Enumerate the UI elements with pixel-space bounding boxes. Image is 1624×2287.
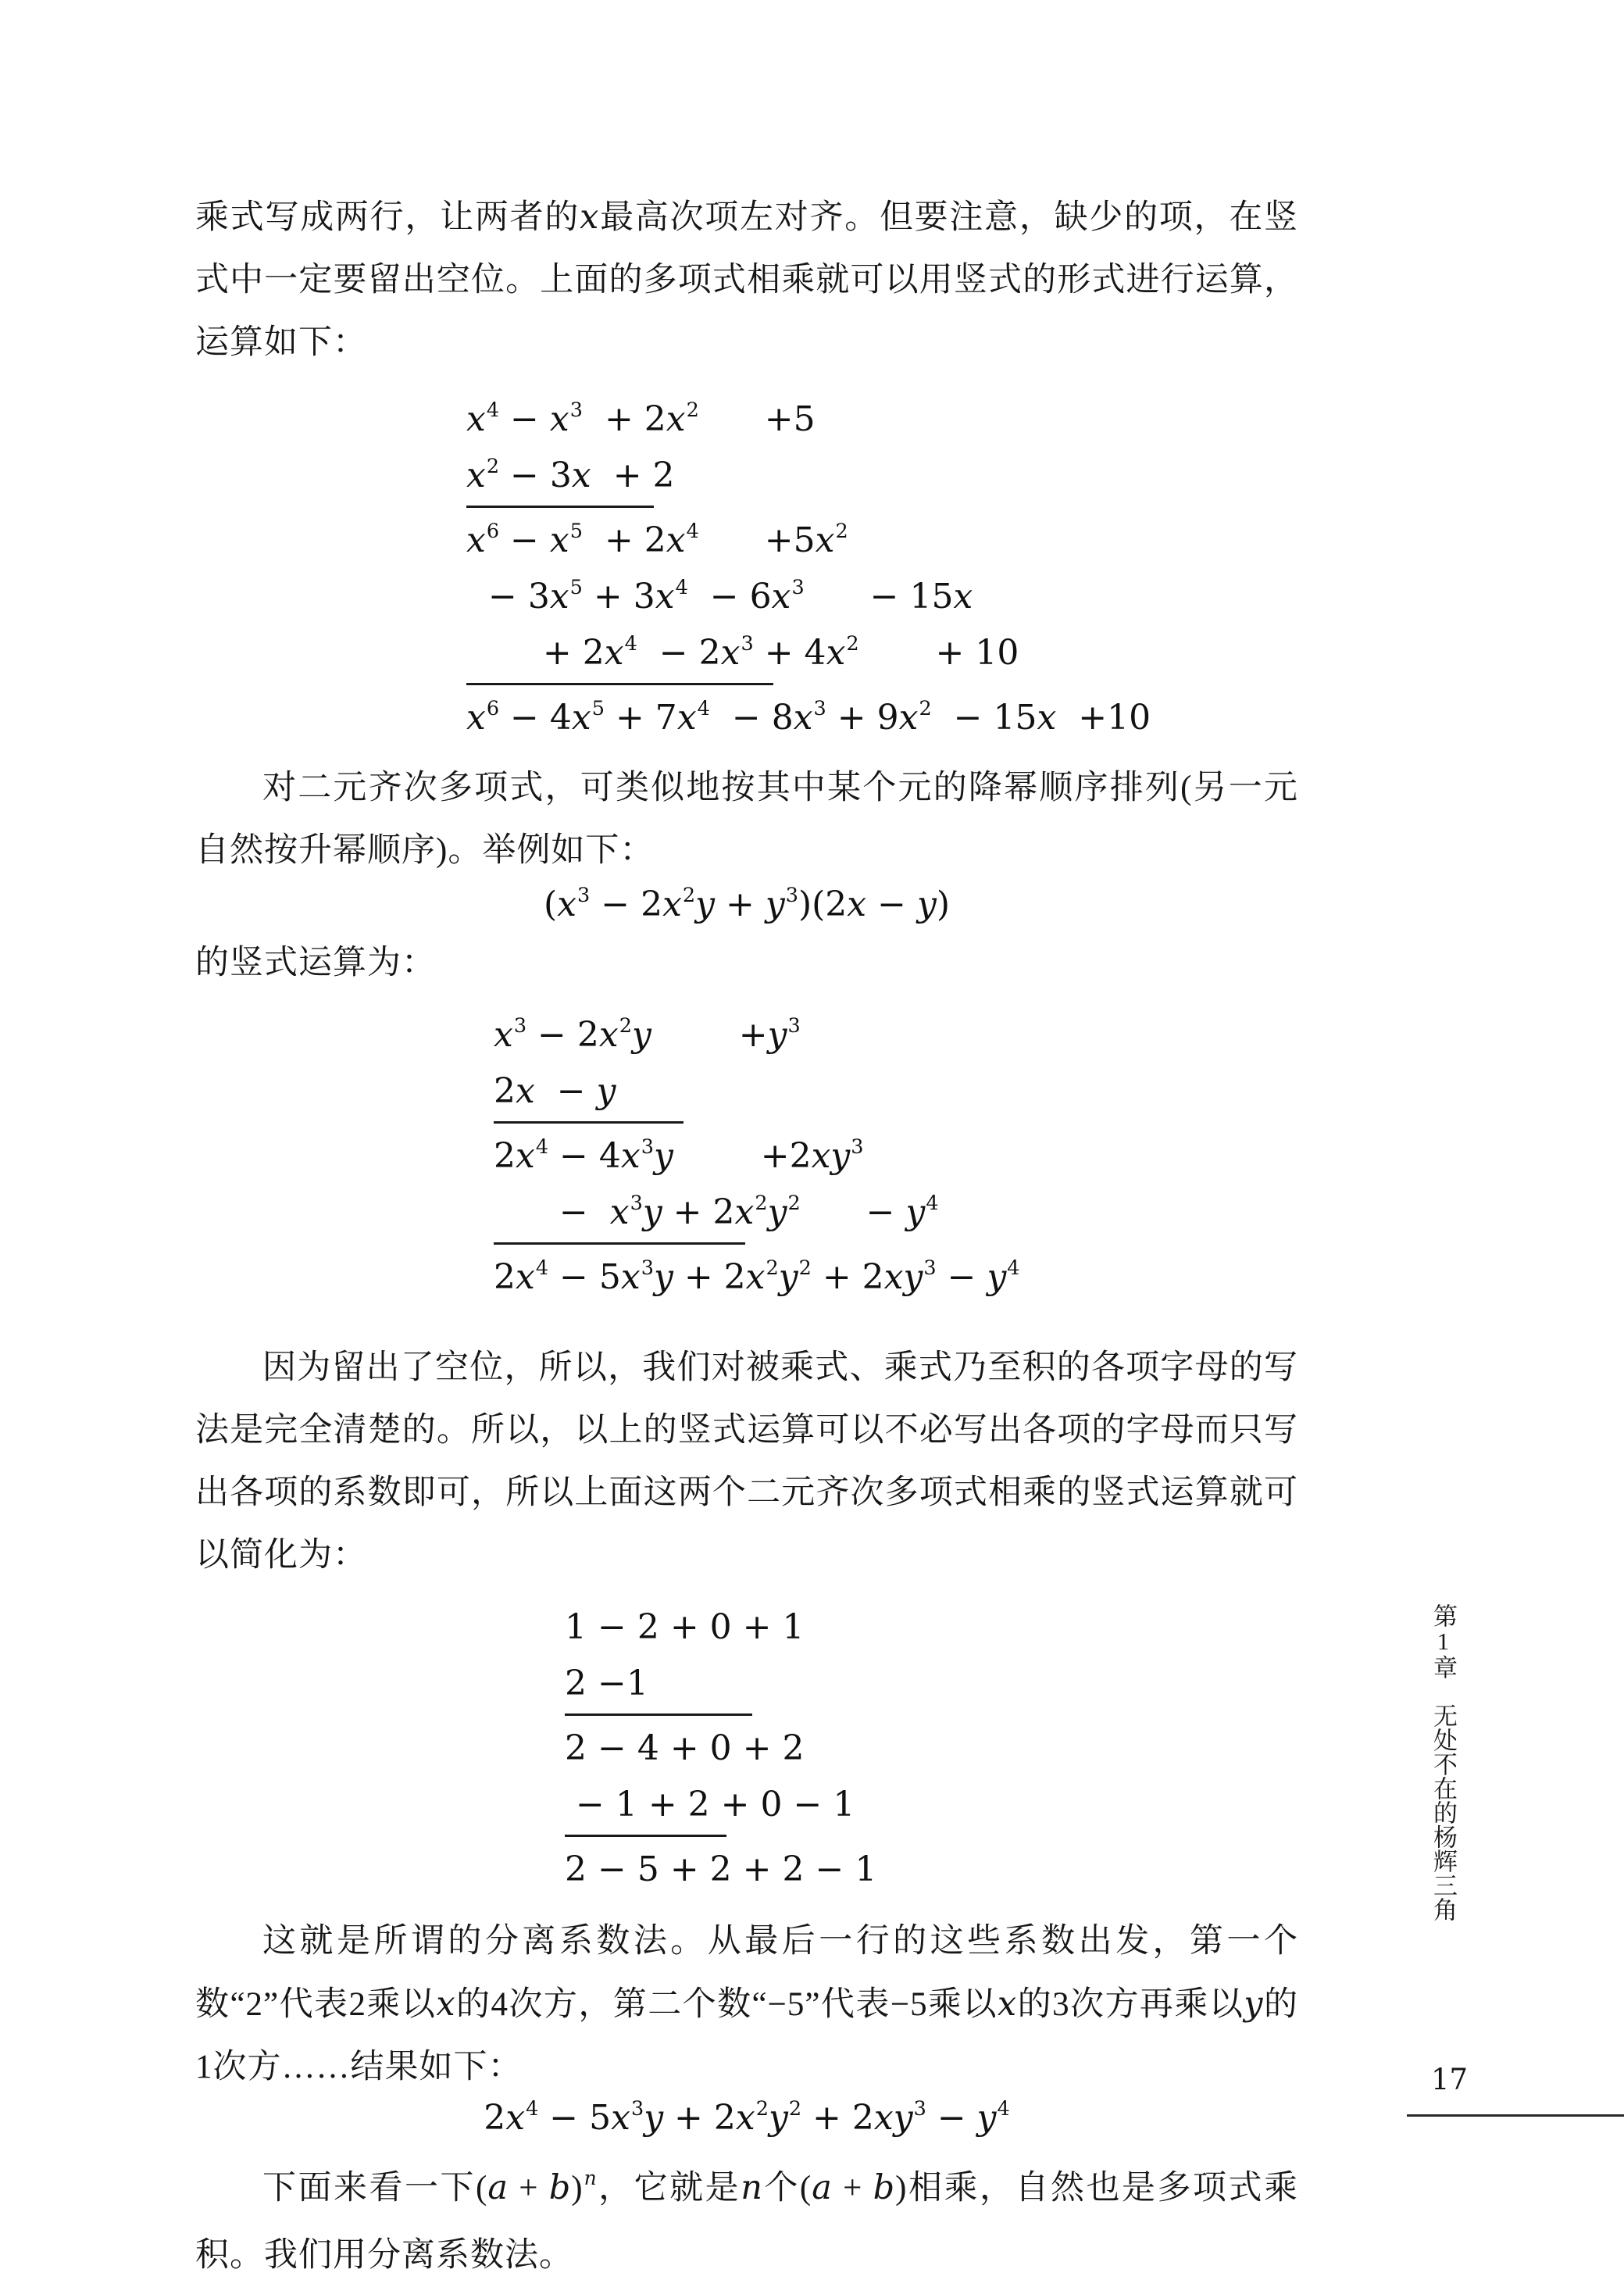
math-line: − $x^3y + 2x^2y^2$ − $y^4$: [494, 1191, 939, 1232]
paragraph-continuation: 的竖式运算为：: [195, 945, 436, 981]
math-line-result: 2 − 5 + 2 + 2 − 1: [565, 1849, 877, 1889]
vertical-multiplication-poly-x: [466, 391, 1298, 746]
math-line: 2 −1: [565, 1663, 648, 1703]
math-line-result: $x^6 - 4x^5 + 7x^4 - 8x^3 + 9x^2 - 15x +10$: [466, 696, 1151, 738]
multiplication-rule: [494, 1121, 684, 1124]
math-line: $x^4 - x^3 + 2x^2$ +5: [466, 398, 816, 439]
paragraph-blank-columns: 因为留出了空位，所以，我们对被乘式、乘式乃至积的各项字母的写法是完全清楚的。所以，以上的竖式运算可以不必写出各项的字母而只写出各项的系数即可，所以上面这两个二元齐次多项式相乘的竖式运算就可以简化为：: [195, 1349, 1298, 1574]
math-line: $x^2 - 3x + 2$: [466, 454, 675, 495]
coefficient-only-computation: [565, 1599, 1298, 1898]
math-line: 2 − 4 + 0 + 2: [565, 1728, 805, 1768]
addition-rule: [466, 683, 773, 685]
addition-rule: [565, 1835, 726, 1837]
footer-rule: [1407, 2114, 1624, 2117]
page-content: [195, 0, 1298, 2287]
multiplication-rule: [565, 1713, 752, 1716]
multiplication-rule: [466, 506, 654, 508]
math-line: 1 − 2 + 0 + 1: [565, 1607, 805, 1647]
math-line: 2x − y: [494, 1071, 616, 1111]
math-line: − $3x^5 + 3x^4 - 6x^3$ − 15x: [466, 575, 973, 616]
math-line: $x^6 - x^5 + 2x^4$ $+5x^2$: [466, 519, 848, 560]
paragraph-intro: 乘式写成两行，让两者的x最高次项左对齐。但要注意，缺少的项，在竖式中一定要留出空位。上面的多项式相乘就可以用竖式的形式进行运算，运算如下：: [195, 198, 1299, 361]
math-line: $x^3 - 2x^2y$ $+y^3$: [494, 1013, 801, 1055]
math-line-result: $2x^4 - 5x^3y + 2x^2y^2 + 2xy^3 - y^4$: [494, 1256, 1020, 1297]
addition-rule: [494, 1242, 745, 1245]
math-line: $2x^4 - 4x^3y$ $+2xy^3$: [494, 1135, 864, 1176]
paragraph-bivariate: 对二元齐次多项式，可类似地按其中某个元的降幂顺序排列(另一元自然按升幂顺序)。举例如下：: [195, 770, 1298, 869]
formula-binomial-product: $(x^3 - 2x^2y + y^3)(2x - y)$: [544, 883, 950, 924]
paragraph-binomial-power: 下面来看一下$(a + b)^n$，它就是n个(a + b)相乘，自然也是多项式乘积。我们用分离系数法。: [195, 2167, 1298, 2274]
math-line: + $2x^4 - 2x^3 + 4x^2$ + 10: [466, 631, 1019, 673]
page-number: 17: [1431, 2063, 1469, 2096]
vertical-multiplication-poly-xy: [494, 1007, 1298, 1306]
formula-final-result: $2x^4 - 5x^3y + 2x^2y^2 + 2xy^3 - y^4$: [484, 2096, 1010, 2138]
math-line: − 1 + 2 + 0 − 1: [565, 1785, 855, 1824]
chapter-sidebar-title: 第1章 无处不在的杨辉三角: [1429, 1603, 1457, 1921]
paragraph-separated-coefficients: 这就是所谓的分离系数法。从最后一行的这些系数出发，第一个数“2”代表2乘以x的4次方，第二个数“−5”代表−5乘以x的3次方再乘以y的1次方……结果如下：: [195, 1923, 1299, 2085]
